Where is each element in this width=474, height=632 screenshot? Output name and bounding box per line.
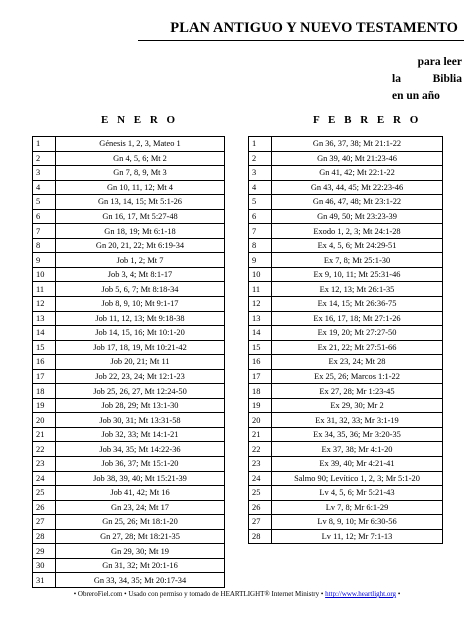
reading-cell: Ex 4, 5, 6; Mt 24:29-51 bbox=[272, 238, 443, 253]
reading-cell: Gn 23, 24; Mt 17 bbox=[56, 500, 225, 515]
reading-cell: Job 38, 39, 40; Mt 15:21-39 bbox=[56, 471, 225, 486]
footer-link[interactable]: http://www.heartlight.org bbox=[325, 590, 397, 598]
table-row bbox=[33, 224, 225, 239]
reading-cell: Ex 29, 30; Mr 2 bbox=[272, 398, 443, 413]
table-row bbox=[33, 558, 225, 573]
reading-cell: Lv 11, 12; Mr 7:1-13 bbox=[272, 529, 443, 544]
day-number: 10 bbox=[249, 267, 272, 282]
reading-cell: Génesis 1, 2, 3, Mateo 1 bbox=[56, 137, 225, 152]
day-number: 14 bbox=[33, 326, 56, 341]
table-row bbox=[249, 398, 443, 413]
reading-cell: Ex 34, 35, 36; Mr 3:20-35 bbox=[272, 427, 443, 442]
reading-cell: Ex 39, 40; Mr 4:21-41 bbox=[272, 457, 443, 472]
day-number: 24 bbox=[33, 471, 56, 486]
table-row bbox=[249, 311, 443, 326]
month-heading-february: F E B R E R O bbox=[313, 114, 422, 126]
reading-cell: Gn 7, 8, 9, Mt 3 bbox=[56, 166, 225, 181]
reading-cell: Gn 13, 14, 15; Mt 5:1-26 bbox=[56, 195, 225, 210]
table-row bbox=[249, 529, 443, 544]
page-title: PLAN ANTIGUO Y NUEVO TESTAMENTO bbox=[170, 20, 458, 36]
day-number: 16 bbox=[249, 355, 272, 370]
reading-cell: Job 1, 2; Mt 7 bbox=[56, 253, 225, 268]
day-number: 19 bbox=[249, 398, 272, 413]
table-row bbox=[33, 442, 225, 457]
reading-cell: Gn 46, 47, 48; Mt 23:1-22 bbox=[272, 195, 443, 210]
reading-cell: Job 5, 6, 7; Mt 8:18-34 bbox=[56, 282, 225, 297]
table-row bbox=[33, 573, 225, 588]
month-heading-january: E N E R O bbox=[101, 114, 179, 126]
table-row bbox=[249, 457, 443, 472]
day-number: 30 bbox=[33, 558, 56, 573]
reading-cell: Job 30, 31; Mt 13:31-58 bbox=[56, 413, 225, 428]
day-number: 28 bbox=[33, 529, 56, 544]
reading-cell: Ex 12, 13; Mt 26:1-35 bbox=[272, 282, 443, 297]
table-row bbox=[33, 297, 225, 312]
table-row bbox=[33, 544, 225, 559]
footer-credit: • ObreroFiel.com • Usado con permiso y tomado de HEARTLIGHT® Internet Ministry • bbox=[73, 590, 324, 598]
table-row bbox=[249, 471, 443, 486]
table-row bbox=[249, 238, 443, 253]
day-number: 10 bbox=[33, 267, 56, 282]
reading-cell: Gn 18, 19; Mt 6:1-18 bbox=[56, 224, 225, 239]
reading-cell: Gn 43, 44, 45; Mt 22:23-46 bbox=[272, 180, 443, 195]
day-number: 23 bbox=[33, 457, 56, 472]
day-number: 12 bbox=[33, 297, 56, 312]
day-number: 25 bbox=[249, 486, 272, 501]
table-row bbox=[249, 515, 443, 530]
table-row bbox=[249, 500, 443, 515]
reading-cell: Job 11, 12, 13; Mt 9:18-38 bbox=[56, 311, 225, 326]
day-number: 9 bbox=[33, 253, 56, 268]
reading-cell: Salmo 90; Levítico 1, 2, 3; Mr 5:1-20 bbox=[272, 471, 443, 486]
day-number: 24 bbox=[249, 471, 272, 486]
table-row bbox=[33, 529, 225, 544]
day-number: 6 bbox=[249, 209, 272, 224]
reading-cell: Job 25, 26, 27, Mt 12:24-50 bbox=[56, 384, 225, 399]
table-row bbox=[33, 413, 225, 428]
day-number: 13 bbox=[249, 311, 272, 326]
day-number: 17 bbox=[33, 369, 56, 384]
table-row bbox=[249, 267, 443, 282]
reading-cell: Ex 23, 24; Mt 28 bbox=[272, 355, 443, 370]
table-row bbox=[33, 457, 225, 472]
day-number: 8 bbox=[33, 238, 56, 253]
table-row bbox=[33, 340, 225, 355]
reading-cell: Ex 31, 32, 33; Mr 3:1-19 bbox=[272, 413, 443, 428]
reading-cell: Ex 21, 22; Mt 27:51-66 bbox=[272, 340, 443, 355]
day-number: 15 bbox=[33, 340, 56, 355]
reading-cell: Ex 14, 15; Mt 26:36-75 bbox=[272, 297, 443, 312]
reading-cell: Job 36, 37; Mt 15:1-20 bbox=[56, 457, 225, 472]
day-number: 13 bbox=[33, 311, 56, 326]
day-number: 17 bbox=[249, 369, 272, 384]
reading-cell: Ex 7, 8; Mt 25:1-30 bbox=[272, 253, 443, 268]
reading-cell: Job 34, 35; Mt 14:22-36 bbox=[56, 442, 225, 457]
table-row bbox=[249, 442, 443, 457]
table-row bbox=[33, 398, 225, 413]
day-number: 22 bbox=[33, 442, 56, 457]
reading-cell: Job 20, 21; Mt 11 bbox=[56, 355, 225, 370]
day-number: 18 bbox=[249, 384, 272, 399]
day-number: 27 bbox=[249, 515, 272, 530]
day-number: 1 bbox=[249, 137, 272, 152]
reading-cell: Job 28, 29; Mt 13:1-30 bbox=[56, 398, 225, 413]
subtitle-line: en un año bbox=[392, 90, 440, 102]
reading-cell: Exodo 1, 2, 3; Mt 24:1-28 bbox=[272, 224, 443, 239]
reading-cell: Gn 20, 21, 22; Mt 6:19-34 bbox=[56, 238, 225, 253]
reading-cell: Gn 41, 42; Mt 22:1-22 bbox=[272, 166, 443, 181]
reading-cell: Job 41, 42; Mt 16 bbox=[56, 486, 225, 501]
subtitle-line: para leer bbox=[417, 56, 462, 68]
table-row bbox=[33, 427, 225, 442]
day-number: 23 bbox=[249, 457, 272, 472]
table-row bbox=[33, 166, 225, 181]
table-row bbox=[249, 180, 443, 195]
table-row bbox=[249, 195, 443, 210]
reading-cell: Job 17, 18, 19, Mt 10:21-42 bbox=[56, 340, 225, 355]
reading-cell: Job 22, 23, 24; Mt 12:1-23 bbox=[56, 369, 225, 384]
table-row bbox=[33, 355, 225, 370]
table-row bbox=[249, 166, 443, 181]
reading-cell: Ex 27, 28; Mr 1:23-45 bbox=[272, 384, 443, 399]
reading-cell: Gn 39, 40; Mt 21:23-46 bbox=[272, 151, 443, 166]
day-number: 11 bbox=[249, 282, 272, 297]
day-number: 25 bbox=[33, 486, 56, 501]
table-row bbox=[249, 253, 443, 268]
table-row bbox=[33, 500, 225, 515]
reading-cell: Gn 27, 28; Mt 18:21-35 bbox=[56, 529, 225, 544]
table-row bbox=[249, 340, 443, 355]
table-row bbox=[33, 369, 225, 384]
reading-cell: Lv 7, 8; Mr 6:1-29 bbox=[272, 500, 443, 515]
day-number: 18 bbox=[33, 384, 56, 399]
table-row bbox=[33, 515, 225, 530]
reading-cell: Gn 31, 32; Mt 20:1-16 bbox=[56, 558, 225, 573]
reading-cell: Job 8, 9, 10; Mt 9:1-17 bbox=[56, 297, 225, 312]
reading-cell: Job 14, 15, 16; Mt 10:1-20 bbox=[56, 326, 225, 341]
reading-table-january bbox=[32, 136, 225, 588]
day-number: 19 bbox=[33, 398, 56, 413]
day-number: 4 bbox=[33, 180, 56, 195]
reading-cell: Ex 25, 26; Marcos 1:1-22 bbox=[272, 369, 443, 384]
reading-cell: Ex 19, 20; Mt 27:27-50 bbox=[272, 326, 443, 341]
footer-bullet: • bbox=[397, 590, 401, 598]
table-row bbox=[33, 282, 225, 297]
day-number: 5 bbox=[249, 195, 272, 210]
day-number: 11 bbox=[33, 282, 56, 297]
reading-cell: Ex 16, 17, 18; Mt 27:1-26 bbox=[272, 311, 443, 326]
day-number: 14 bbox=[249, 326, 272, 341]
table-row bbox=[33, 486, 225, 501]
table-row bbox=[33, 195, 225, 210]
day-number: 20 bbox=[33, 413, 56, 428]
day-number: 3 bbox=[249, 166, 272, 181]
day-number: 7 bbox=[249, 224, 272, 239]
day-number: 16 bbox=[33, 355, 56, 370]
day-number: 7 bbox=[33, 224, 56, 239]
day-number: 1 bbox=[33, 137, 56, 152]
reading-cell: Gn 29, 30; Mt 19 bbox=[56, 544, 225, 559]
table-row bbox=[33, 238, 225, 253]
day-number: 6 bbox=[33, 209, 56, 224]
reading-cell: Ex 9, 10, 11; Mt 25:31-46 bbox=[272, 267, 443, 282]
table-row bbox=[249, 355, 443, 370]
reading-cell: Lv 4, 5, 6; Mr 5:21-43 bbox=[272, 486, 443, 501]
reading-cell: Gn 4, 5, 6; Mt 2 bbox=[56, 151, 225, 166]
reading-cell: Gn 25, 26; Mt 18:1-20 bbox=[56, 515, 225, 530]
reading-cell: Job 32, 33; Mt 14:1-21 bbox=[56, 427, 225, 442]
title-rule bbox=[138, 40, 464, 41]
table-row bbox=[33, 151, 225, 166]
day-number: 26 bbox=[249, 500, 272, 515]
reading-table-february bbox=[248, 136, 443, 544]
table-row bbox=[249, 486, 443, 501]
reading-cell: Gn 33, 34, 35; Mt 20:17-34 bbox=[56, 573, 225, 588]
subtitle-line: la Biblia bbox=[392, 73, 462, 85]
table-row bbox=[33, 253, 225, 268]
day-number: 3 bbox=[33, 166, 56, 181]
table-row bbox=[249, 413, 443, 428]
day-number: 9 bbox=[249, 253, 272, 268]
day-number: 2 bbox=[33, 151, 56, 166]
day-number: 15 bbox=[249, 340, 272, 355]
table-row bbox=[249, 427, 443, 442]
footer bbox=[0, 590, 474, 598]
table-row bbox=[33, 137, 225, 152]
table-row bbox=[33, 311, 225, 326]
day-number: 5 bbox=[33, 195, 56, 210]
reading-cell: Gn 49, 50; Mt 23:23-39 bbox=[272, 209, 443, 224]
table-row bbox=[249, 326, 443, 341]
table-row bbox=[33, 180, 225, 195]
reading-cell: Job 3, 4; Mt 8:1-17 bbox=[56, 267, 225, 282]
table-row bbox=[33, 267, 225, 282]
day-number: 20 bbox=[249, 413, 272, 428]
table-row bbox=[249, 384, 443, 399]
day-number: 26 bbox=[33, 500, 56, 515]
day-number: 31 bbox=[33, 573, 56, 588]
day-number: 8 bbox=[249, 238, 272, 253]
day-number: 21 bbox=[33, 427, 56, 442]
day-number: 22 bbox=[249, 442, 272, 457]
reading-cell: Gn 10, 11, 12; Mt 4 bbox=[56, 180, 225, 195]
reading-cell: Lv 8, 9, 10; Mr 6:30-56 bbox=[272, 515, 443, 530]
table-row bbox=[249, 369, 443, 384]
day-number: 29 bbox=[33, 544, 56, 559]
table-row bbox=[249, 209, 443, 224]
reading-cell: Gn 36, 37, 38; Mt 21:1-22 bbox=[272, 137, 443, 152]
table-row bbox=[33, 384, 225, 399]
day-number: 28 bbox=[249, 529, 272, 544]
day-number: 21 bbox=[249, 427, 272, 442]
table-row bbox=[33, 326, 225, 341]
table-row bbox=[249, 137, 443, 152]
day-number: 2 bbox=[249, 151, 272, 166]
day-number: 12 bbox=[249, 297, 272, 312]
day-number: 27 bbox=[33, 515, 56, 530]
table-row bbox=[249, 297, 443, 312]
day-number: 4 bbox=[249, 180, 272, 195]
reading-cell: Ex 37, 38; Mr 4:1-20 bbox=[272, 442, 443, 457]
table-row bbox=[33, 471, 225, 486]
table-row bbox=[249, 224, 443, 239]
table-row bbox=[33, 209, 225, 224]
table-row bbox=[249, 282, 443, 297]
table-row bbox=[249, 151, 443, 166]
reading-cell: Gn 16, 17, Mt 5:27-48 bbox=[56, 209, 225, 224]
